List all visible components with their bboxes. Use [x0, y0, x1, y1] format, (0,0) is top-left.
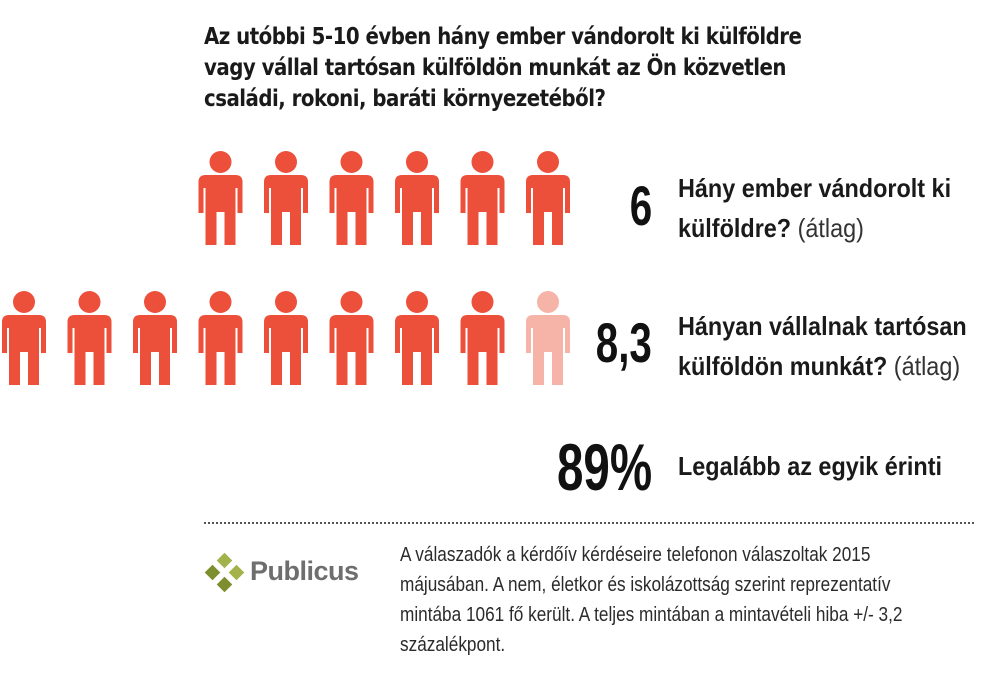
value-working-abroad: 8,3 — [595, 311, 652, 374]
chart-title: Az utóbbi 5-10 évben hány ember vándorolt ki külföldre vagy vállal tartósan külföldön munkát az Ön közvetlen családi, rokoni, baráti környezetéből? — [204, 24, 802, 112]
value-summary: 89% — [556, 430, 652, 504]
person-figure — [395, 291, 439, 385]
person-figure — [264, 151, 308, 245]
label-summary-text: Legalább az egyik érinti — [678, 451, 942, 481]
person-figure — [199, 151, 243, 245]
person-figure — [330, 291, 374, 385]
publicus-logo-icon — [202, 552, 248, 598]
label-working-abroad-note: (átlag) — [893, 351, 961, 381]
label-emigrated-note: (átlag) — [797, 213, 864, 243]
person-figure — [264, 291, 308, 385]
label-emigrated-line1: Hány ember vándorolt ki — [678, 173, 952, 203]
person-figure — [395, 151, 439, 245]
label-working-abroad-line2: külföldön munkát? — [678, 351, 888, 381]
label-working-abroad — [678, 306, 967, 386]
methodology-note: A válaszadók a kérdőív kérdéseire telefonon válaszoltak 2015 májusában. A nem, életkor és iskolázottság szerint reprezentatív mintába 1061 fő került. A teljes mintában a mintavételi hiba +/- 3,2 százalékpont. — [400, 544, 903, 656]
person-figure — [330, 151, 374, 245]
person-figure — [199, 291, 243, 385]
person-figure — [133, 291, 177, 385]
person-figure — [2, 291, 46, 385]
person-figure — [461, 291, 505, 385]
publicus-logo-text: Publicus — [250, 556, 359, 586]
label-summary — [678, 446, 942, 486]
person-figure — [461, 151, 505, 245]
publicus-logo — [202, 552, 378, 600]
pictogram-row-working-abroad — [2, 291, 570, 385]
label-emigrated-line2: külföldre? — [678, 213, 792, 243]
person-figure — [526, 151, 570, 245]
pictogram-row-emigrated — [199, 151, 571, 245]
label-emigrated — [678, 168, 951, 248]
label-working-abroad-line1: Hányan vállalnak tartósan — [678, 311, 967, 341]
value-emigrated: 6 — [629, 174, 652, 237]
divider — [204, 522, 974, 524]
person-figure-remainder — [526, 291, 570, 385]
person-figure — [68, 291, 112, 385]
